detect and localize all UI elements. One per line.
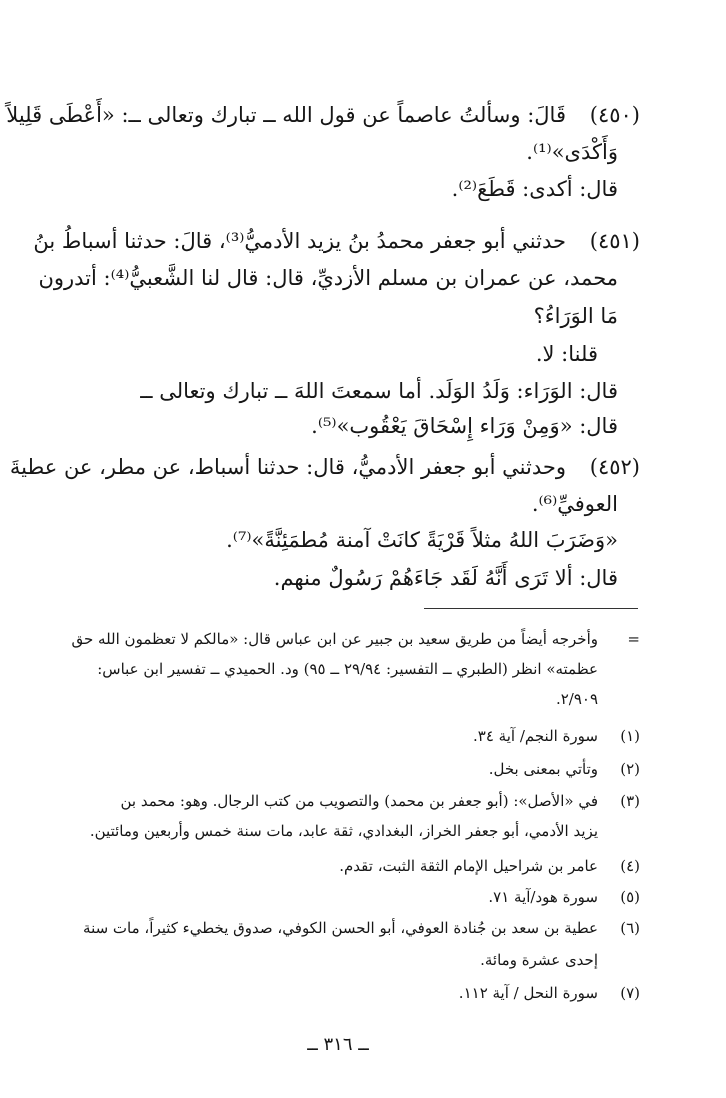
footnote-2-mark: (٢): [620, 760, 640, 778]
footnote-1-text: سورة النجم/ آية ٣٤.: [473, 727, 598, 745]
footnote-3-text-line-1: في «الأصل»: (أبو جعفر بن محمد) والتصويب من كتب الرجال. وهو: محمد بن: [120, 792, 598, 810]
footnote-4-text: عامر بن شراحيل الإمام الثقة الثبت، تقدم.: [339, 857, 598, 875]
footnote-3-mark: (٣): [620, 792, 640, 810]
hadith-452-line-4: قال: ألا تَرَى أَنَّهُ لَقَد جَاءَهُمْ رَسُولٌ منهم.: [273, 566, 618, 590]
footnote-separator: [424, 608, 638, 609]
hadith-450-line-3: قال: أكدى: قَطَعَ⁽²⁾.: [451, 177, 618, 201]
footnote-4-mark: (٤): [620, 857, 640, 875]
hadith-451-line-2: محمد، عن عمران بن مسلم الأزديِّ، قال: قال لنا الشَّعبيُّ⁽⁴⁾: أتدرون: [38, 266, 618, 290]
footnote-7-text: سورة النحل / آية ١١٢.: [458, 984, 598, 1002]
hadith-451-line-6: قال: «وَمِنْ وَرَاء إِسْحَاقَ يَعْقُوب»⁽⁵⁾.: [311, 414, 618, 438]
hadith-452-line-1: وحدثني أبو جعفر الأدميُّ، قال: حدثنا أسباط، عن مطر، عن عطيةَ: [9, 455, 566, 479]
hadith-450-line-1: قَالَ: وسألتُ عاصماً عن قول الله ــ تبارك وتعالى ــ: «أَعْطَى قَلِيلاً: [6, 103, 566, 127]
footnote-continuation-line-1: وأخرجه أيضاً من طريق سعيد بن جبير عن ابن عباس قال: «مالكم لا تعظمون الله حق: [71, 630, 598, 648]
hadith-451-number: (٤٥١): [589, 229, 640, 253]
footnote-5-text: سورة هود/آية ٧١.: [488, 888, 598, 906]
footnote-continuation-line-2: عظمته» انظر (الطبري ــ التفسير: ٢٩/٩٤ ــ ٩٥) ود. الحميدي ــ تفسير ابن عباس:: [97, 660, 598, 678]
hadith-450-line-2: وَأَكْدَى»⁽¹⁾.: [526, 140, 618, 164]
page-number: ــ ٣١٦ ــ: [307, 1034, 369, 1055]
footnote-7-mark: (٧): [620, 984, 640, 1002]
footnote-2-text: وتأتي بمعنى بخل.: [488, 760, 598, 778]
footnote-continuation-line-3: ٢/٩٠٩.: [555, 690, 598, 708]
footnote-6-mark: (٦): [620, 919, 640, 937]
hadith-451-line-3: مَا الوَرَاءُ؟: [533, 304, 618, 328]
hadith-451-line-1: حدثني أبو جعفر محمدُ بنُ يزيد الأدميُّ⁽³⁾، قالَ: حدثنا أسباطُ بنُ: [33, 229, 566, 253]
footnote-3-text-line-2: يزيد الأدمي، أبو جعفر الخراز، البغدادي، ثقة عابد، مات سنة خمس وأربعين ومائتين.: [89, 822, 598, 840]
hadith-452-line-2: العوفيِّ⁽⁶⁾.: [531, 492, 618, 516]
hadith-451-line-4: قلنا: لا.: [535, 342, 598, 366]
hadith-452-number: (٤٥٢): [589, 455, 640, 479]
footnote-6-text-line-2: إحدى عشرة ومائة.: [480, 951, 598, 969]
footnote-continuation-mark: =: [627, 630, 640, 648]
footnote-5-mark: (٥): [620, 888, 640, 906]
footnote-1-mark: (١): [620, 727, 640, 745]
footnote-6-text-line-1: عطية بن سعد بن جُنادة العوفي، أبو الحسن الكوفي، صدوق يخطيء كثيراً، مات سنة: [83, 919, 598, 937]
hadith-450-number: (٤٥٠): [589, 103, 640, 127]
hadith-452-line-3: «وَضَرَبَ اللهُ مثلاً قَرْيَةً كانَتْ آمنة مُطمَئِنَّةً»⁽⁷⁾.: [226, 528, 618, 552]
hadith-451-line-5: قال: الوَرَاء: وَلَدُ الوَلَد. أما سمعتَ اللهَ ــ تبارك وتعالى ــ: [140, 379, 618, 403]
